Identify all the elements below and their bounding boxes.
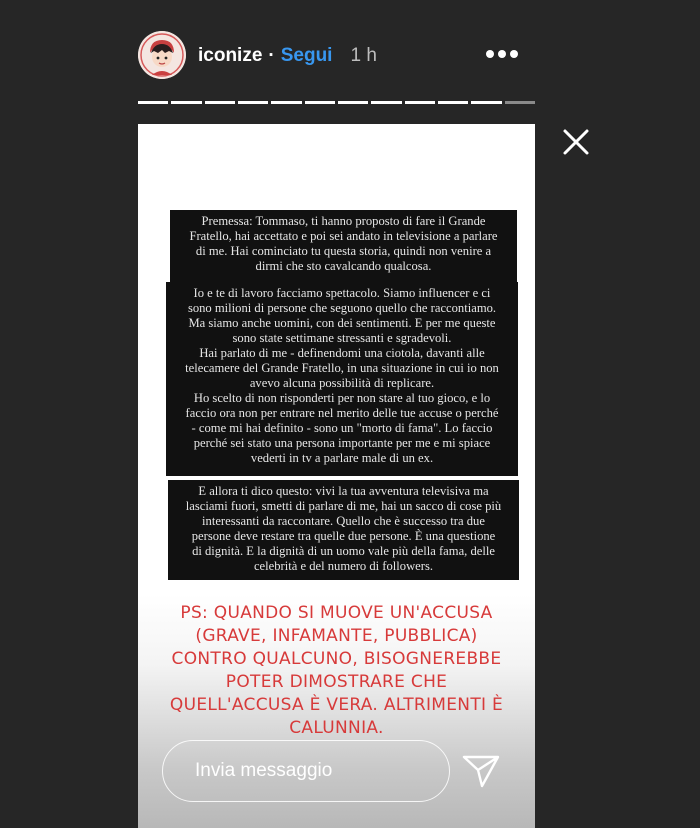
profile-avatar-icon[interactable] bbox=[138, 31, 186, 79]
progress-segment bbox=[238, 101, 268, 104]
progress-segment bbox=[505, 101, 535, 104]
progress-segment bbox=[271, 101, 301, 104]
story-text-block: Io e te di lavoro facciamo spettacolo. Siamo influencer e ci sono milioni di persone che seguono quello che raccontiamo. Ma siamo anche uomini, con dei sentimenti. E per me queste sono state settimane stressanti e sgradevoli. Hai parlato di me - definendomi una ciotola, davanti alle telecamere del Grande Fratello, in una situazione in cui io non avevo alcuna possibilità di replicare. Ho scelto di non risponderti per non stare al tuo gioco, e lo faccio ora non per entrare nel merito delle tue accuse o perché - come mi hai definito - sono un "morto di fama". Lo faccio perché sei stato una persona importante per me e mi spiace vederti in tv a parlare male di un ex. bbox=[166, 282, 518, 476]
more-dot bbox=[486, 50, 494, 58]
progress-segment bbox=[371, 101, 401, 104]
progress-segment bbox=[405, 101, 435, 104]
story-content[interactable] bbox=[138, 124, 535, 828]
story-progress-bar bbox=[138, 101, 535, 105]
more-dot bbox=[510, 50, 518, 58]
message-input[interactable] bbox=[162, 740, 450, 802]
more-options-icon[interactable] bbox=[486, 46, 522, 62]
progress-segment bbox=[171, 101, 201, 104]
separator-dot: · bbox=[268, 45, 275, 66]
close-icon[interactable] bbox=[560, 126, 592, 158]
send-icon[interactable] bbox=[461, 753, 501, 789]
username-link[interactable]: iconize bbox=[198, 45, 263, 66]
story-ps-text: PS: QUANDO SI MUOVE UN'ACCUSA (GRAVE, INFAMANTE, PUBBLICA) CONTRO QUALCUNO, BISOGNEREBBE POTER DIMOSTRARE CHE QUELL'ACCUSA È VERA. ALTRIMENTI È CALUNNIA. bbox=[169, 603, 504, 738]
post-time: 1 h bbox=[350, 45, 377, 66]
progress-segment bbox=[138, 101, 168, 104]
follow-button[interactable]: Segui bbox=[280, 45, 333, 66]
progress-segment bbox=[305, 101, 335, 104]
progress-segment bbox=[471, 101, 501, 104]
progress-segment bbox=[338, 101, 368, 104]
more-dot bbox=[498, 50, 506, 58]
story-header bbox=[198, 44, 377, 68]
story-text-block: Premessa: Tommaso, ti hanno proposto di fare il Grande Fratello, hai accettato e poi sei andato in televisione a parlare di me. Hai cominciato tu questa storia, quindi non venire a dirmi che sto cavalcando qualcosa. bbox=[170, 210, 517, 282]
story-text-block: E allora ti dico questo: vivi la tua avventura televisiva ma lasciami fuori, smetti di parlare di me, hai un sacco di cose più interessanti da raccontare. Quello che è successo tra due persone deve restare tra quelle due persone. È una questione di dignità. E la dignità di un uomo vale più della fama, delle celebrità e del numero di followers. bbox=[168, 480, 519, 580]
progress-segment bbox=[205, 101, 235, 104]
message-placeholder: Invia messaggio bbox=[195, 760, 333, 781]
progress-segment bbox=[438, 101, 468, 104]
